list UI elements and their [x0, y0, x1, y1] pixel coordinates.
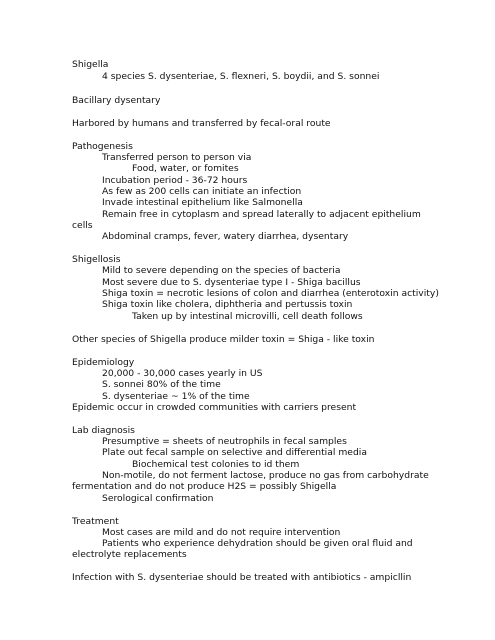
heading-shigellosis: Shigellosis — [72, 254, 121, 265]
text-line: Invade intestinal epithelium like Salmonella — [102, 197, 303, 208]
text-line: Serological confirmation — [102, 493, 214, 504]
heading-pathogenesis: Pathogenesis — [72, 141, 133, 152]
text-line: Remain free in cytoplasm and spread laterally to adjacent epithelium — [102, 209, 421, 220]
text-line: Shiga toxin like cholera, diphtheria and pertussis toxin — [102, 299, 353, 310]
heading-shigella: Shigella — [72, 59, 109, 70]
text-line: 20,000 - 30,000 cases yearly in US — [102, 368, 263, 379]
heading-treatment: Treatment — [72, 516, 119, 527]
text-line: fermentation and do not produce H2S = possibly Shigella — [72, 481, 337, 492]
text-line: Food, water, or fomites — [132, 163, 239, 174]
text-line: electrolyte replacements — [72, 549, 187, 560]
text-line: Non-motile, do not ferment lactose, produce no gas from carbohydrate — [102, 470, 429, 481]
text-line: Most cases are mild and do not require intervention — [102, 527, 341, 538]
text-line: cells — [72, 220, 93, 231]
text-line: 4 species S. dysenteriae, S. flexneri, S. boydii, and S. sonnei — [102, 71, 380, 82]
text-line: Plate out fecal sample on selective and differential media — [102, 447, 367, 458]
text-line: Mild to severe depending on the species of bacteria — [102, 265, 341, 276]
text-line: Biochemical test colonies to id them — [132, 459, 300, 470]
text-line: Abdominal cramps, fever, watery diarrhea, dysentary — [102, 231, 349, 242]
text-line: Taken up by intestinal microvilli, cell death follows — [132, 311, 363, 322]
text-line: Shiga toxin = necrotic lesions of colon and diarrhea (enterotoxin activity) — [102, 288, 439, 299]
text-line: Bacillary dysentary — [72, 95, 161, 106]
text-line: Incubation period - 36-72 hours — [102, 175, 248, 186]
text-line: As few as 200 cells can initiate an infection — [102, 186, 302, 197]
heading-lab-diagnosis: Lab diagnosis — [72, 425, 135, 436]
text-line: S. dysenteriae ~ 1% of the time — [102, 391, 250, 402]
text-line: S. sonnei 80% of the time — [102, 379, 221, 390]
text-line: Patients who experience dehydration should be given oral fluid and — [102, 538, 413, 549]
text-line: Infection with S. dysenteriae should be treated with antibiotics - ampicllin — [72, 572, 412, 583]
text-line: Most severe due to S. dysenteriae type I - Shiga bacillus — [102, 277, 361, 288]
text-line: Other species of Shigella produce milder toxin = Shiga - like toxin — [72, 334, 375, 345]
heading-epidemiology: Epidemiology — [72, 357, 135, 368]
text-line: Epidemic occur in crowded communities with carriers present — [72, 402, 357, 413]
text-line: Presumptive = sheets of neutrophils in fecal samples — [102, 436, 347, 447]
text-line: Transferred person to person via — [102, 152, 252, 163]
text-line: Harbored by humans and transferred by fecal-oral route — [72, 118, 331, 129]
